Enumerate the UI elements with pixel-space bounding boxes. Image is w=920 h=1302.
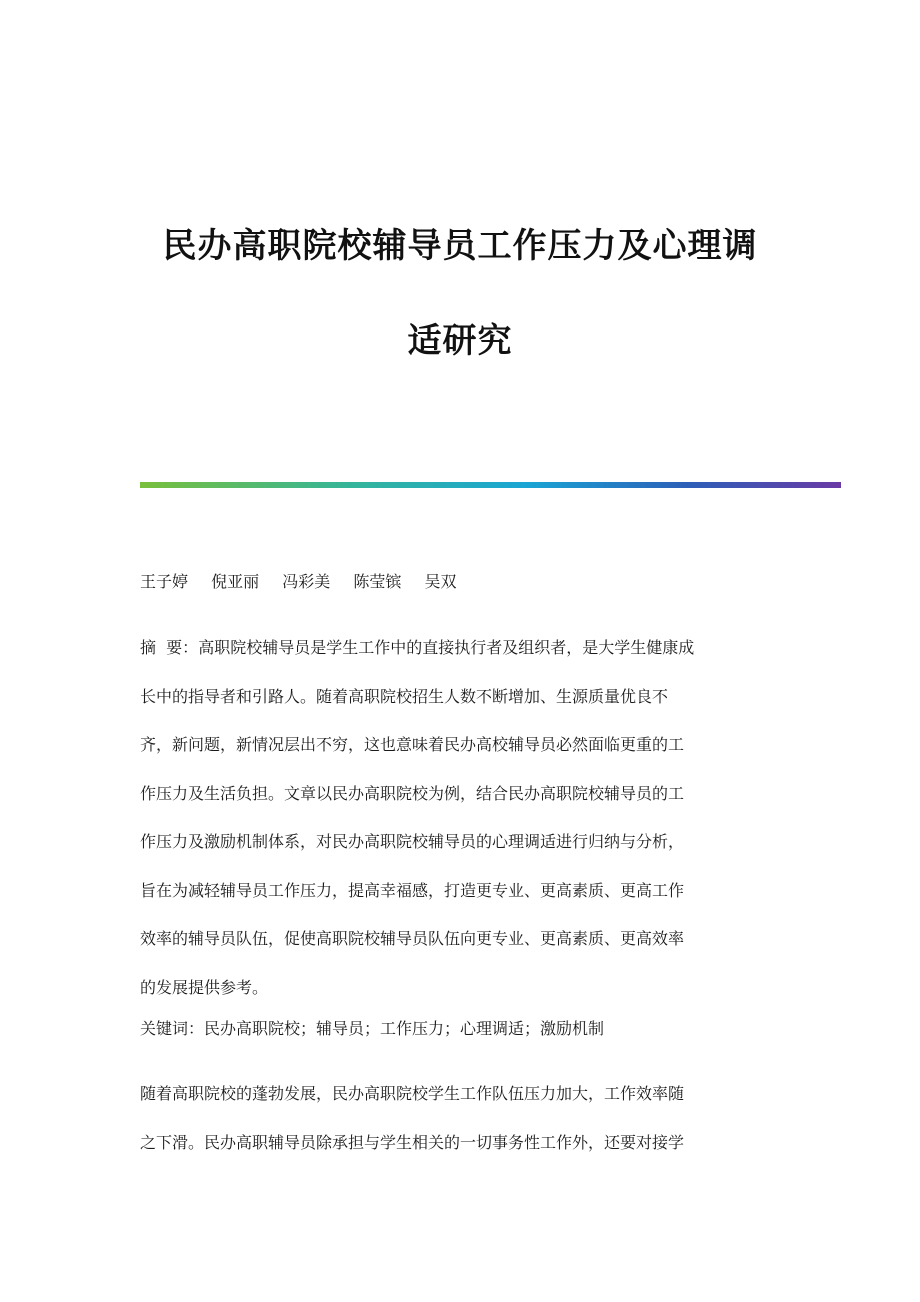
gradient-divider — [140, 482, 841, 488]
abstract-line: 效率的辅导员队伍，促使高职院校辅导员队伍向更专业、更高素质、更高效率 — [140, 929, 685, 948]
author-name: 陈莹镔 — [353, 572, 402, 591]
abstract-line: 长中的指导者和引路人。随着高职院校招生人数不断增加、生源质量优良不 — [140, 686, 669, 706]
abstract-line: 旨在为减轻辅导员工作压力，提高幸福感，打造更专业、更高素质、更高工作 — [140, 880, 685, 900]
abstract-line-1 — [140, 624, 780, 673]
author-name: 吴双 — [424, 572, 457, 591]
body-line: 随着高职院校的蓬勃发展，民办高职院校学生工作队伍压力加大，工作效率随 — [140, 1084, 685, 1103]
author-name: 王子婷 — [140, 572, 189, 591]
abstract-line: 的发展提供参考。 — [140, 977, 269, 997]
abstract-line: 齐，新问题，新情况层出不穷，这也意味着民办高校辅导员必然面临更重的工 — [140, 735, 685, 754]
author-name: 倪亚丽 — [211, 572, 260, 591]
author-list — [140, 569, 780, 592]
keywords-label: 关键词： — [140, 1019, 205, 1038]
abstract-line: 作压力及激励机制体系，对民办高职院校辅导员的心理调适进行归纳与分析， — [140, 832, 685, 851]
abstract — [140, 624, 780, 1012]
body-paragraph — [140, 1070, 780, 1167]
abstract-text: 高职院校辅导员是学生工作中的直接执行者及组织者，是大学生健康成 — [198, 638, 695, 657]
keywords-text: 民办高职院校；辅导员；工作压力；心理调适；激励机制 — [204, 1019, 605, 1038]
body-line: 之下滑。民办高职辅导员除承担与学生相关的一切事务性工作外，还要对接学 — [140, 1132, 685, 1152]
keywords — [140, 1016, 780, 1039]
paper-title-line-1: 民办高职院校辅导员工作压力及心理调 — [162, 226, 758, 266]
author-name: 冯彩美 — [282, 572, 331, 591]
abstract-label: 摘 要： — [140, 638, 199, 657]
abstract-line: 作压力及生活负担。文章以民办高职院校为例，结合民办高职院校辅导员的工 — [140, 783, 685, 803]
paper-title-line-2: 适研究 — [407, 321, 513, 361]
